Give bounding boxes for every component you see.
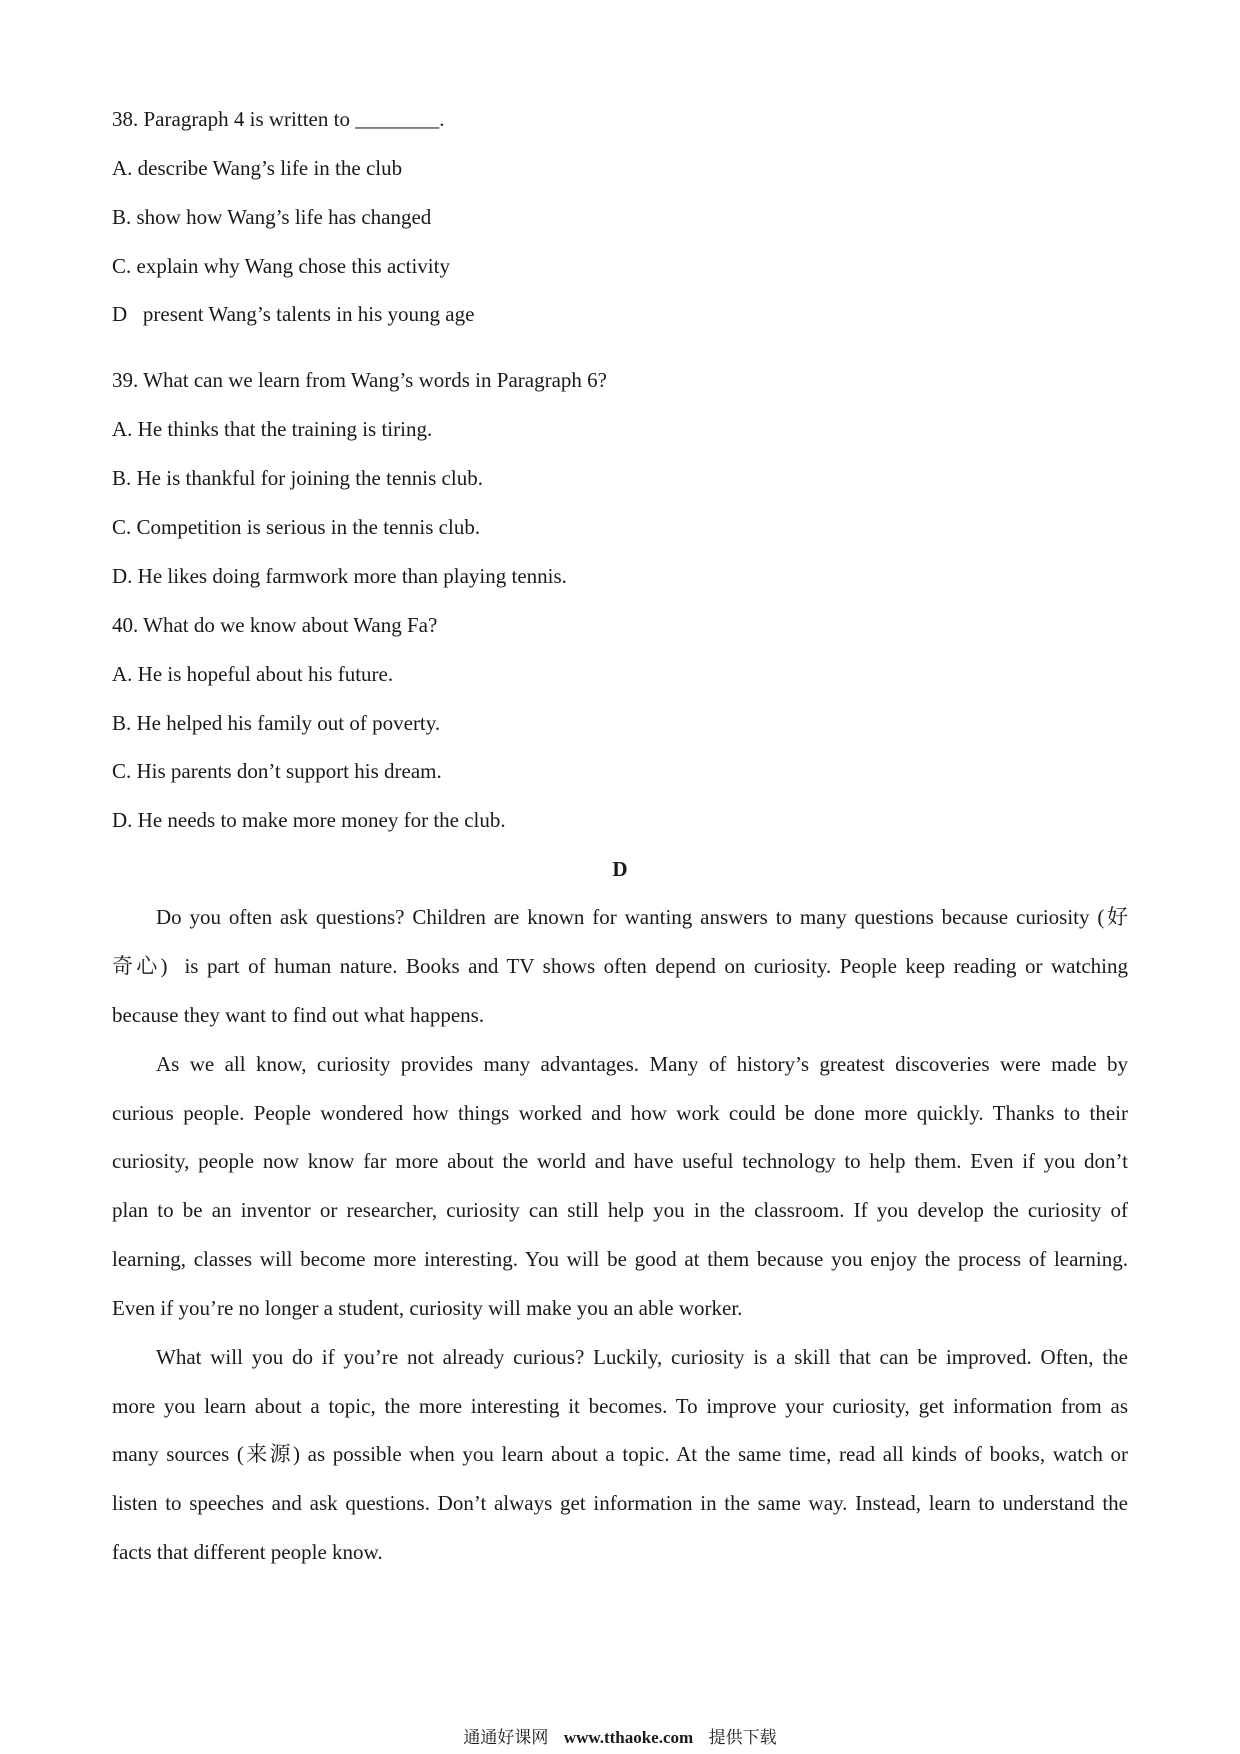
footer-url[interactable]: www.tthaoke.com	[563, 1728, 694, 1747]
passage-line: curiosity, people now know far more about the world and have useful technology to help them. Even if you don’t	[112, 1149, 1128, 1173]
question-39-option-a: A. He thinks that the training is tiring.	[112, 417, 433, 441]
question-40-option-c: C. His parents don’t support his dream.	[112, 759, 442, 783]
passage-line: Even if you’re no longer a student, curiosity will make you an able worker.	[112, 1296, 743, 1320]
passage-line: listen to speeches and ask questions. Don’t always get information in the same way. Instead, learn to understand the	[112, 1491, 1128, 1515]
passage-line: because they want to find out what happens.	[112, 1003, 485, 1027]
question-40-option-a: A. He is hopeful about his future.	[112, 662, 394, 686]
passage-line: plan to be an inventor or researcher, curiosity can still help you in the classroom. If you develop the curiosity of	[112, 1198, 1128, 1222]
question-38-option-a: A. describe Wang’s life in the club	[112, 156, 403, 180]
question-39-option-d: D. He likes doing farmwork more than playing tennis.	[112, 564, 567, 588]
question-38-option-b: B. show how Wang’s life has changed	[112, 205, 432, 229]
passage-line: 奇心) is part of human nature. Books and TV shows often depend on curiosity. People keep reading or watching	[112, 954, 1128, 978]
question-40-option-b: B. He helped his family out of poverty.	[112, 711, 441, 735]
question-39-option-b: B. He is thankful for joining the tennis club.	[112, 466, 483, 490]
question-38-stem: 38. Paragraph 4 is written to ________.	[112, 107, 445, 131]
footer-download-note: 提供下载	[708, 1728, 777, 1748]
question-40-stem: 40. What do we know about Wang Fa?	[112, 613, 438, 637]
question-38-option-d: D present Wang’s talents in his young age	[112, 302, 475, 326]
passage-line: many sources (来源) as possible when you learn about a topic. At the same time, read all kinds of books, watch or	[112, 1442, 1128, 1466]
passage-line: more you learn about a topic, the more interesting it becomes. To improve your curiosity, get information from as	[112, 1394, 1128, 1418]
passage-line: What will you do if you’re not already curious? Luckily, curiosity is a skill that can be improved. Often, the	[156, 1345, 1128, 1369]
footer-site-name: 通通好课网	[463, 1728, 549, 1748]
page-footer	[0, 1727, 1240, 1749]
passage-line: Do you often ask questions? Children are known for wanting answers to many questions because curiosity (好	[156, 905, 1128, 929]
passage-line: As we all know, curiosity provides many advantages. Many of history’s greatest discoveries were made by	[156, 1052, 1128, 1076]
passage-line: learning, classes will become more interesting. You will be good at them because you enjoy the process of learning.	[112, 1247, 1128, 1271]
question-39-option-c: C. Competition is serious in the tennis club.	[112, 515, 481, 539]
question-38-option-c: C. explain why Wang chose this activity	[112, 254, 450, 278]
question-39-stem: 39. What can we learn from Wang’s words in Paragraph 6?	[112, 368, 607, 392]
passage-line: curious people. People wondered how things worked and how work could be done more quickly. Thanks to their	[112, 1101, 1128, 1125]
passage-line: facts that different people know.	[112, 1540, 383, 1564]
question-40-option-d: D. He needs to make more money for the club.	[112, 808, 506, 832]
section-heading: D	[612, 857, 628, 881]
